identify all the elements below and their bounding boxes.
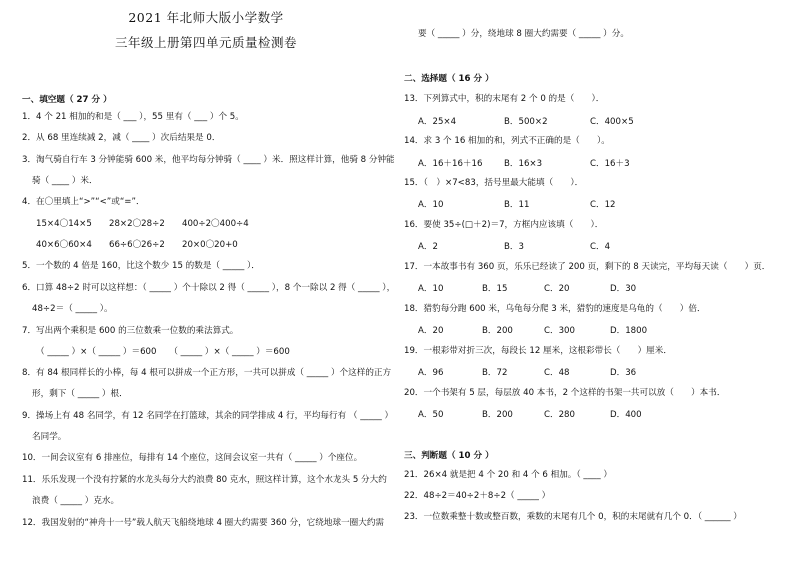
option-c: C．12 xyxy=(590,200,616,210)
question-line: 8．有 84 根同样长的小棒，每 4 根可以拼成一个正方形，一共可以拼成（ _____ ）个这样的正方 xyxy=(22,368,392,378)
section-fill-blank-heading: 一、填空题（ 27 分 ） xyxy=(22,95,112,105)
option-b: B．11 xyxy=(504,200,530,210)
option-a: A．25×4 xyxy=(418,117,457,127)
question-line: 3．淘气骑自行车 3 分钟能骑 600 米，他平均每分钟骑（ ____ ）米．照这样计算，他骑 8 分钟能 xyxy=(22,155,395,165)
question-line: 15．（ ）×7<83，括号里最大能填（ ）． xyxy=(404,178,584,188)
question-line: 骑（ ____ ）米． xyxy=(32,176,98,186)
question-line: 17．一本故事书有 360 页，乐乐已经读了 200 页，剩下的 8 天读完，平均每天读（ ）页． xyxy=(404,262,771,272)
question-line: 16．要使 35÷(□＋2)＝7，方框内应该填（ ）． xyxy=(404,220,604,230)
section-choice-heading: 二、选择题（ 16 分 ） xyxy=(404,74,494,84)
option-a: A．16＋16＋16 xyxy=(418,159,483,169)
option-b: B．16×3 xyxy=(504,159,543,169)
question-line: 浪费（ _____ ）克水。 xyxy=(32,496,120,506)
option-c: C．280 xyxy=(544,410,575,420)
option-b: B．200 xyxy=(482,410,513,420)
question-line: 1．4 个 21 相加的和是（ ___ ），55 里有（ ___ ）个 5。 xyxy=(22,112,244,122)
comparison-row: 15×4〇14×5 28×2〇28÷2 400÷2〇400÷4 xyxy=(36,219,249,229)
option-d: D．36 xyxy=(610,368,637,378)
question-line: 21．26×4 就是把 4 个 20 和 4 个 6 相加。（ ____ ） xyxy=(404,470,612,480)
comparison-row: 40×6〇60×4 66÷6〇26÷2 20×0〇20+0 xyxy=(36,240,238,250)
option-c: C．400×5 xyxy=(590,117,634,127)
question-line: 13．下列算式中，积的末尾有 2 个 0 的是（ ）． xyxy=(404,94,605,104)
question-line: 48÷2＝（ _____ ）。 xyxy=(32,304,113,314)
question-line: 19．一根彩带对折三次，每段长 12 厘米，这根彩带长（ ）厘米． xyxy=(404,346,672,356)
question-line: 10．一间会议室有 6 排座位，每排有 14 个座位，这间会议室一共有（ _____ ）个座位。 xyxy=(22,453,363,463)
section-judge-heading: 三、判断题（ 10 分 ） xyxy=(404,451,494,461)
question-line: 2．从 68 里连续减 2，减（ ____ ）次后结果是 0． xyxy=(22,133,221,143)
option-c: C．4 xyxy=(590,242,611,252)
question-line: 名同学。 xyxy=(32,432,67,442)
question-continuation: 要（ _____ ）分，绕地球 8 圈大约需要（ _____ ）分。 xyxy=(418,29,629,39)
question-line: 9．操场上有 48 名同学，有 12 名同学在打篮球，其余的同学排成 4 行，平均每行有 （ _____ ） xyxy=(22,411,394,421)
question-line: 20．一个书架有 5 层，每层放 40 本书，2 个这样的书架一共可以放（ ）本书． xyxy=(404,388,726,398)
option-c: C．48 xyxy=(544,368,570,378)
option-d: D．400 xyxy=(610,410,642,420)
option-b: B．15 xyxy=(482,284,508,294)
question-line: 4．在〇里填上“>”“<”或“=”． xyxy=(22,197,145,207)
question-line: （ _____ ）×（ _____ ）＝600 （ _____ ）×（ _____ ）＝600 xyxy=(36,347,290,357)
option-a: A．20 xyxy=(418,326,444,336)
question-line: 形，剩下（ _____ ）根． xyxy=(32,389,128,399)
option-b: B．72 xyxy=(482,368,508,378)
option-b: B．500×2 xyxy=(504,117,548,127)
option-a: A．10 xyxy=(418,200,444,210)
option-c: C．16＋3 xyxy=(590,159,630,169)
option-d: D．30 xyxy=(610,284,637,294)
question-line: 6．口算 48÷2 时可以这样想：（ _____ ）个十除以 2 得（ _____ ），8 个一除以 2 得（ _____ ）， xyxy=(22,283,396,293)
option-b: B．3 xyxy=(504,242,524,252)
question-line: 18．猎豹每分跑 600 米，乌龟每分爬 3 米，猎豹的速度是乌龟的（ ）倍． xyxy=(404,304,706,314)
question-line: 5．一个数的 4 倍是 160，比这个数少 15 的数是（ _____ ）． xyxy=(22,261,260,271)
question-line: 14．求 3 个 16 相加的和，列式不正确的是（ ）。 xyxy=(404,136,610,146)
question-line: 22．48÷2＝40÷2＋8÷2（ _____ ） xyxy=(404,491,551,501)
worksheet-title: 2021 年北师大版小学数学 xyxy=(128,10,284,25)
option-c: C．300 xyxy=(544,326,575,336)
option-a: A．50 xyxy=(418,410,444,420)
option-b: B．200 xyxy=(482,326,513,336)
option-a: A．96 xyxy=(418,368,444,378)
option-a: A．10 xyxy=(418,284,444,294)
question-line: 7．写出两个乘积是 600 的三位数乘一位数的乘法算式。 xyxy=(22,326,239,336)
question-line: 11．乐乐发现一个没有拧紧的水龙头每分大约浪费 80 克水，照这样计算，这个水龙头 5 分大约 xyxy=(22,475,387,485)
option-a: A．2 xyxy=(418,242,438,252)
option-d: D．1800 xyxy=(610,326,648,336)
option-c: C．20 xyxy=(544,284,570,294)
worksheet-subtitle: 三年级上册第四单元质量检测卷 xyxy=(114,35,297,50)
question-line: 23．一位数乘整十数或整百数，乘数的末尾有几个 0，积的末尾就有几个 0．（ ______ ） xyxy=(404,512,742,522)
question-line: 12．我国发射的“神舟十一号”载人航天飞船绕地球 4 圈大约需要 360 分，它绕地球一圈大约需 xyxy=(22,518,385,528)
